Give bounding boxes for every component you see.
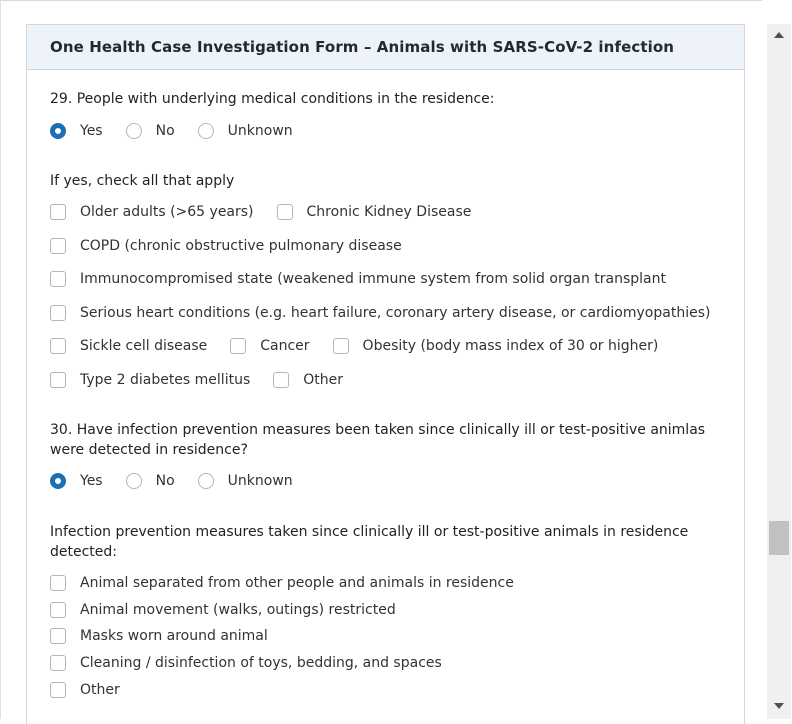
checkbox-copd[interactable]: COPD (chronic obstructive pulmonary disease — [50, 238, 402, 254]
q29-option-unknown[interactable]: Unknown — [198, 123, 293, 139]
scroll-up-icon[interactable] — [774, 32, 784, 38]
checkbox-other-measure[interactable]: Other — [50, 682, 120, 698]
checkbox-immunocompromised[interactable]: Immunocompromised state (weakened immune system from solid organ transplant — [50, 271, 666, 287]
scrollbar-thumb[interactable] — [769, 521, 789, 555]
checkbox-row — [50, 602, 419, 618]
checkbox-obesity[interactable]: Obesity (body mass index of 30 or higher) — [333, 338, 659, 354]
checkbox[interactable] — [230, 338, 246, 354]
radio-yes[interactable] — [50, 473, 66, 489]
checkbox-row — [50, 271, 689, 287]
checkbox[interactable] — [50, 628, 66, 644]
q30-option-no[interactable]: No — [126, 473, 175, 489]
q30-option-yes[interactable]: Yes — [50, 473, 103, 489]
checkbox[interactable] — [277, 204, 293, 220]
checkbox-row — [50, 628, 291, 644]
checkbox-row — [50, 238, 425, 254]
radio-no[interactable] — [126, 473, 142, 489]
checkbox[interactable] — [50, 238, 66, 254]
checkbox-heart-conditions[interactable]: Serious heart conditions (e.g. heart failure, coronary artery disease, or cardiomyopathies) — [50, 305, 710, 321]
checkbox-other-condition[interactable]: Other — [273, 372, 343, 388]
checkbox[interactable] — [50, 204, 66, 220]
checkbox-masks-worn[interactable]: Masks worn around animal — [50, 628, 268, 644]
checkbox-row — [50, 655, 465, 671]
question-30-options — [50, 473, 316, 489]
checkbox-older-adults[interactable]: Older adults (>65 years) — [50, 204, 254, 220]
checkbox-chronic-kidney-disease[interactable]: Chronic Kidney Disease — [277, 204, 472, 220]
checkbox-cleaning[interactable]: Cleaning / disinfection of toys, bedding, and spaces — [50, 655, 442, 671]
vertical-scrollbar[interactable] — [767, 24, 791, 719]
question-29-options — [50, 123, 316, 139]
q29-option-yes[interactable]: Yes — [50, 123, 103, 139]
checkbox-row — [50, 372, 366, 388]
q30-option-unknown[interactable]: Unknown — [198, 473, 293, 489]
question-29-label: 29. People with underlying medical conditions in the residence: — [50, 91, 495, 107]
radio-unknown[interactable] — [198, 123, 214, 139]
checkbox-animal-separated[interactable]: Animal separated from other people and animals in residence — [50, 575, 514, 591]
q29-option-no[interactable]: No — [126, 123, 175, 139]
radio-no[interactable] — [126, 123, 142, 139]
checkbox-row — [50, 575, 537, 591]
checkbox-cancer[interactable]: Cancer — [230, 338, 309, 354]
form-title: One Health Case Investigation Form – Animals with SARS-CoV-2 infection — [27, 25, 744, 70]
checkbox-type2-diabetes[interactable]: Type 2 diabetes mellitus — [50, 372, 250, 388]
checkbox-row — [50, 682, 143, 698]
checkbox[interactable] — [50, 655, 66, 671]
question-30-label: 30. Have infection prevention measures been taken since clinically ill or test-positive animlas were detected in residence? — [50, 422, 706, 458]
q30-followup-label: Infection prevention measures taken since clinically ill or test-positive animals in residence detected: — [50, 524, 689, 560]
checkbox-sickle-cell[interactable]: Sickle cell disease — [50, 338, 207, 354]
checkbox[interactable] — [273, 372, 289, 388]
checkbox[interactable] — [50, 372, 66, 388]
checkbox[interactable] — [50, 682, 66, 698]
checkbox-row — [50, 305, 733, 321]
radio-unknown[interactable] — [198, 473, 214, 489]
checkbox[interactable] — [50, 338, 66, 354]
checkbox[interactable] — [50, 305, 66, 321]
checkbox-row — [50, 338, 681, 354]
checkbox-movement-restricted[interactable]: Animal movement (walks, outings) restricted — [50, 602, 396, 618]
checkbox[interactable] — [50, 271, 66, 287]
checkbox[interactable] — [333, 338, 349, 354]
checkbox-row — [50, 204, 494, 220]
checkbox[interactable] — [50, 575, 66, 591]
scroll-down-icon[interactable] — [774, 703, 784, 709]
q29-followup-label: If yes, check all that apply — [50, 173, 235, 189]
radio-yes[interactable] — [50, 123, 66, 139]
checkbox[interactable] — [50, 602, 66, 618]
